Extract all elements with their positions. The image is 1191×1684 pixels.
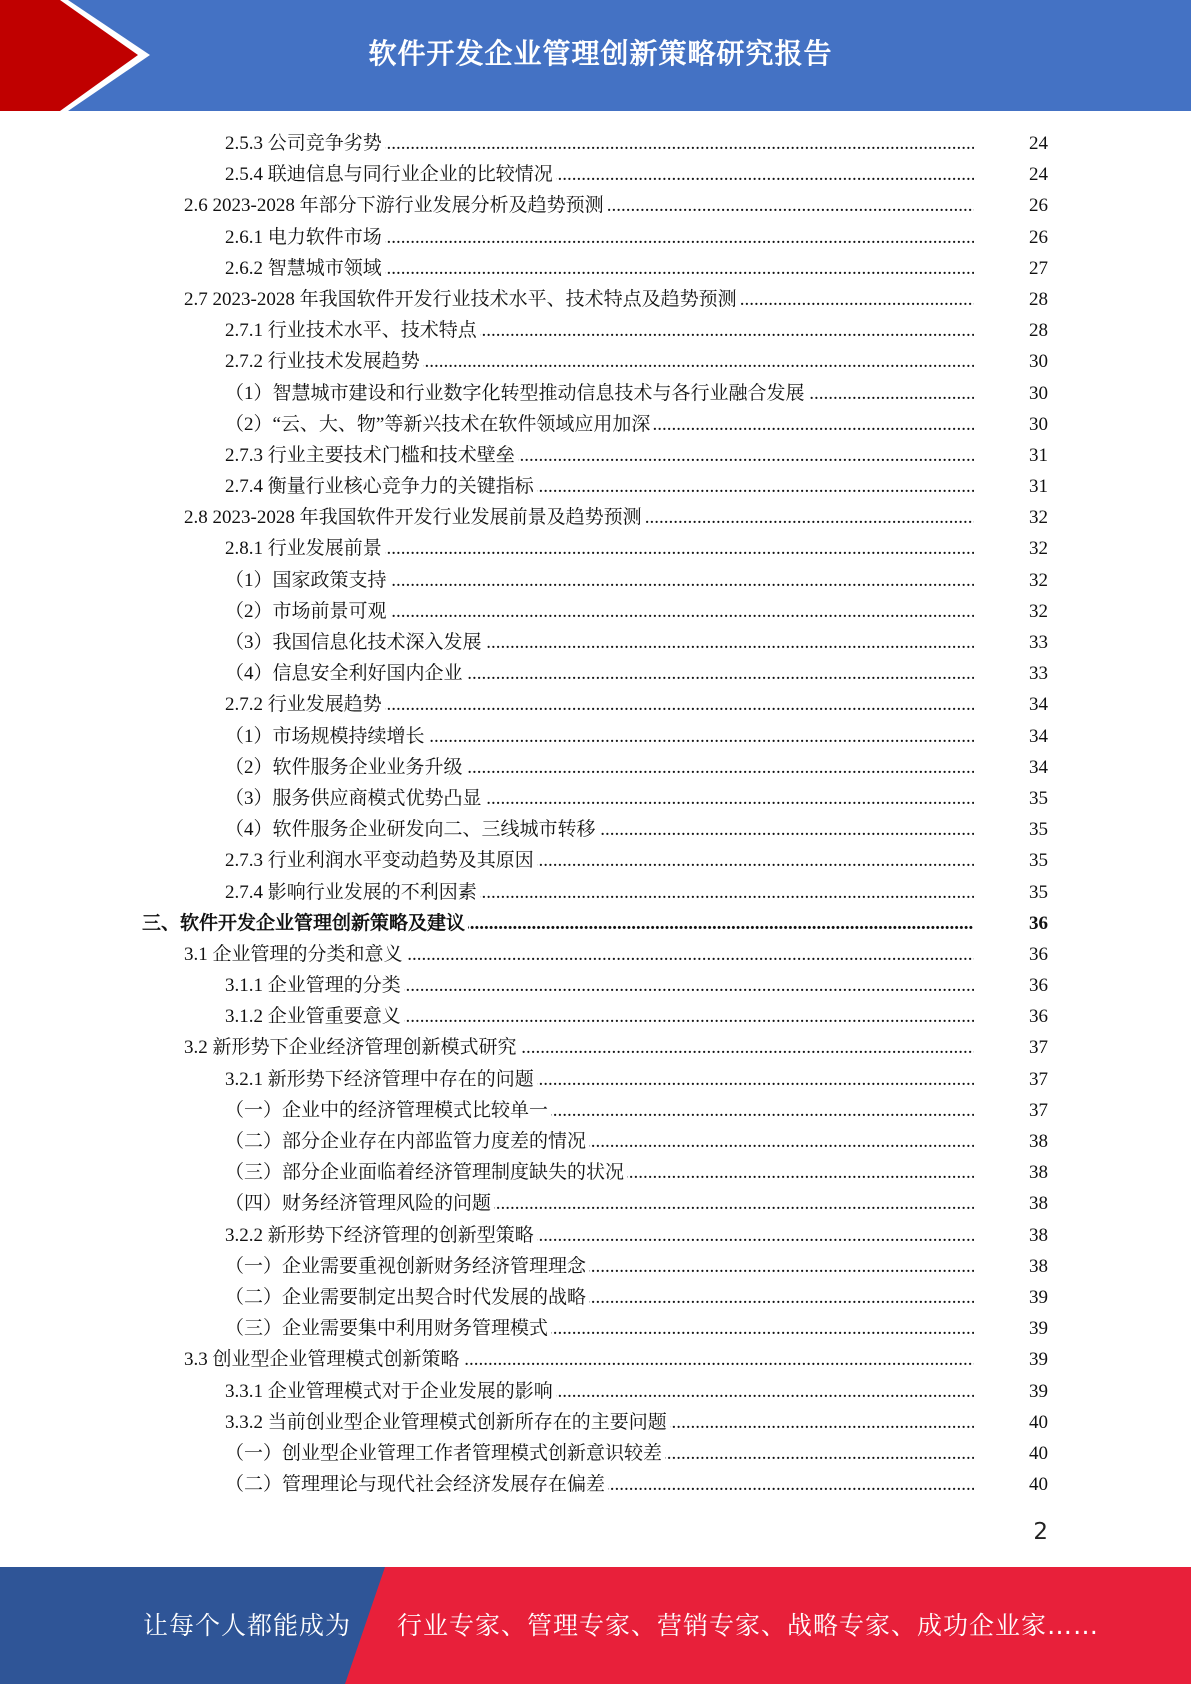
toc-entry-title: （三）部分企业面临着经济管理制度缺失的状况 (225, 1157, 627, 1188)
toc-entry-page: 40 (976, 1438, 1048, 1469)
toc-entry-page: 38 (976, 1251, 1048, 1282)
toc-entry-page: 34 (976, 721, 1048, 752)
toc-entry-page: 36 (976, 939, 1048, 970)
toc-entry-title: 2.7 2023-2028 年我国软件开发行业技术水平、技术特点及趋势预测 (184, 284, 740, 315)
toc-entry-title: （三）企业需要集中利用财务管理模式 (225, 1313, 551, 1344)
toc-entry-page: 28 (976, 284, 1048, 315)
toc-entry[interactable] (0, 939, 1191, 970)
toc-entry-page: 34 (976, 752, 1048, 783)
toc-entry-title: 2.7.3 行业利润水平变动趋势及其原因 (225, 845, 537, 876)
toc-entry-page: 30 (976, 346, 1048, 377)
toc-entry-page: 31 (976, 440, 1048, 471)
toc-entry-title: （3）我国信息化技术深入发展 (225, 627, 485, 658)
toc-entry-title: 2.6 2023-2028 年部分下游行业发展分析及趋势预测 (184, 190, 607, 221)
footer-slogan-left: 让每个人都能成为 (143, 1611, 352, 1640)
toc-entry-page: 33 (976, 627, 1048, 658)
toc-entry-page: 35 (976, 783, 1048, 814)
toc-entry[interactable] (0, 1157, 1191, 1188)
toc-entry-page: 39 (976, 1313, 1048, 1344)
toc-entry-title: 2.6.1 电力软件市场 (225, 222, 385, 253)
toc-entry[interactable] (0, 627, 1191, 658)
footer-banner (0, 1567, 1191, 1684)
toc-entry-title: 2.8 2023-2028 年我国软件开发行业发展前景及趋势预测 (184, 502, 645, 533)
toc-entry[interactable] (0, 845, 1191, 876)
toc-entry-title: （一）企业中的经济管理模式比较单一 (225, 1095, 551, 1126)
toc-entry-page: 38 (976, 1188, 1048, 1219)
footer-slogan-right: 行业专家、管理专家、营销专家、战略专家、成功企业家…… (397, 1611, 1100, 1640)
toc-entry[interactable] (0, 783, 1191, 814)
toc-entry-page: 36 (976, 970, 1048, 1001)
toc-entry[interactable] (0, 721, 1191, 752)
toc-entry[interactable] (0, 970, 1191, 1001)
toc-entry-page: 24 (976, 159, 1048, 190)
toc-entry-page: 31 (976, 471, 1048, 502)
toc-entry-page: 32 (976, 596, 1048, 627)
toc-entry-title: （2）“云、大、物”等新兴技术在软件领域应用加深 (225, 409, 653, 440)
toc-entry-page: 36 (976, 1001, 1048, 1032)
toc-entry[interactable] (0, 658, 1191, 689)
toc-entry-page: 27 (976, 253, 1048, 284)
toc-entry-title: （4）信息安全利好国内企业 (225, 658, 466, 689)
toc-entry[interactable] (0, 378, 1191, 409)
toc-entry[interactable] (0, 752, 1191, 783)
toc-entry-title: 2.7.4 影响行业发展的不利因素 (225, 877, 480, 908)
toc-entry[interactable] (0, 596, 1191, 627)
toc-entry-title: 3.1 企业管理的分类和意义 (184, 939, 406, 970)
toc-entry[interactable] (0, 1376, 1191, 1407)
toc-entry[interactable] (0, 222, 1191, 253)
toc-entry[interactable] (0, 190, 1191, 221)
toc-entry[interactable] (0, 284, 1191, 315)
toc-entry-title: 3.3.2 当前创业型企业管理模式创新所存在的主要问题 (225, 1407, 670, 1438)
toc-entry-title: 3.2.2 新形势下经济管理的创新型策略 (225, 1220, 537, 1251)
toc-entry-page: 36 (976, 908, 1048, 939)
toc-entry-page: 34 (976, 689, 1048, 720)
toc-entry-page: 33 (976, 658, 1048, 689)
toc-entry[interactable] (0, 1188, 1191, 1219)
toc-entry-title: 2.5.4 联迪信息与同行业企业的比较情况 (225, 159, 556, 190)
toc-entry-page: 26 (976, 222, 1048, 253)
toc-entry[interactable] (0, 440, 1191, 471)
toc-entry-page: 39 (976, 1282, 1048, 1313)
toc-entry-title: （四）财务经济管理风险的问题 (225, 1188, 494, 1219)
toc-entry-page: 37 (976, 1095, 1048, 1126)
toc-entry-title: （一）企业需要重视创新财务经济管理理念 (225, 1251, 589, 1282)
toc-entry[interactable] (0, 1469, 1191, 1500)
report-title: 软件开发企业管理创新策略研究报告 (368, 37, 833, 70)
toc-entry[interactable] (0, 1407, 1191, 1438)
toc-entry-title: 2.7.2 行业技术发展趋势 (225, 346, 423, 377)
toc-entry-title: 2.6.2 智慧城市领域 (225, 253, 385, 284)
toc-entry[interactable] (0, 1064, 1191, 1095)
toc-entry-page: 38 (976, 1126, 1048, 1157)
toc-entry[interactable] (0, 1126, 1191, 1157)
toc-entry[interactable] (0, 253, 1191, 284)
toc-entry-title: 2.7.3 行业主要技术门槛和技术壁垒 (225, 440, 518, 471)
toc-entry[interactable] (0, 1344, 1191, 1375)
toc-entry-page: 37 (976, 1064, 1048, 1095)
toc-entry-title: 2.7.4 衡量行业核心竞争力的关键指标 (225, 471, 537, 502)
toc-entry-title: 3.1.1 企业管理的分类 (225, 970, 404, 1001)
toc-entry[interactable] (0, 502, 1191, 533)
toc-entry-page: 40 (976, 1407, 1048, 1438)
toc-entry-page: 35 (976, 877, 1048, 908)
toc-entry-page: 32 (976, 533, 1048, 564)
toc-entry-title: （1）智慧城市建设和行业数字化转型推动信息技术与各行业融合发展 (225, 378, 808, 409)
toc-entry[interactable] (0, 1095, 1191, 1126)
toc-entry-page: 28 (976, 315, 1048, 346)
toc-entry-title: （二）企业需要制定出契合时代发展的战略 (225, 1282, 589, 1313)
toc-entry[interactable] (0, 565, 1191, 596)
toc-entry-title: 3.2.1 新形势下经济管理中存在的问题 (225, 1064, 537, 1095)
toc-entry[interactable] (0, 159, 1191, 190)
toc-entry[interactable] (0, 1251, 1191, 1282)
toc-entry[interactable] (0, 814, 1191, 845)
toc-entry-title: 三、软件开发企业管理创新策略及建议 (142, 908, 468, 939)
toc-entry-page: 39 (976, 1344, 1048, 1375)
toc-entry-title: 3.3 创业型企业管理模式创新策略 (184, 1344, 463, 1375)
toc-entry[interactable] (0, 689, 1191, 720)
toc-entry-title: （一）创业型企业管理工作者管理模式创新意识较差 (225, 1438, 665, 1469)
toc-entry-page: 35 (976, 845, 1048, 876)
toc-entry-page: 39 (976, 1376, 1048, 1407)
toc-entry-page: 35 (976, 814, 1048, 845)
toc-entry-page: 32 (976, 502, 1048, 533)
toc-entry[interactable] (0, 346, 1191, 377)
toc-entry-title: 2.7.1 行业技术水平、技术特点 (225, 315, 480, 346)
toc-entry-title: 2.5.3 公司竞争劣势 (225, 128, 385, 159)
toc-entry-title: 3.3.1 企业管理模式对于企业发展的影响 (225, 1376, 556, 1407)
toc-entry[interactable] (0, 908, 1191, 939)
toc-entry-title: 2.7.2 行业发展趋势 (225, 689, 385, 720)
toc-entry-page: 30 (976, 409, 1048, 440)
toc-entry-title: 2.8.1 行业发展前景 (225, 533, 385, 564)
toc-entry[interactable] (0, 1282, 1191, 1313)
toc-entry-title: （1）国家政策支持 (225, 565, 390, 596)
toc-entry[interactable] (0, 409, 1191, 440)
toc-entry-title: （二）管理理论与现代社会经济发展存在偏差 (225, 1469, 608, 1500)
toc-entry-page: 32 (976, 565, 1048, 596)
toc-entry-title: 3.1.2 企业管重要意义 (225, 1001, 404, 1032)
toc-entry-page: 24 (976, 128, 1048, 159)
toc-entry-page: 38 (976, 1157, 1048, 1188)
toc-entry-title: （二）部分企业存在内部监管力度差的情况 (225, 1126, 589, 1157)
toc-entry-page: 30 (976, 378, 1048, 409)
toc-entry[interactable] (0, 877, 1191, 908)
toc-entry-page: 38 (976, 1220, 1048, 1251)
toc-entry-title: （2）市场前景可观 (225, 596, 390, 627)
toc-entry-page: 40 (976, 1469, 1048, 1500)
toc-entry-title: （1）市场规模持续增长 (225, 721, 428, 752)
toc-entry[interactable] (0, 128, 1191, 159)
toc-entry-title: （4）软件服务企业研发向二、三线城市转移 (225, 814, 599, 845)
toc-entry[interactable] (0, 1220, 1191, 1251)
toc-entry-page: 26 (976, 190, 1048, 221)
toc-entry[interactable] (0, 1032, 1191, 1063)
table-of-contents (0, 128, 1191, 1500)
toc-entry[interactable] (0, 315, 1191, 346)
toc-entry[interactable] (0, 471, 1191, 502)
toc-entry-page: 37 (976, 1032, 1048, 1063)
toc-entry-title: （3）服务供应商模式优势凸显 (225, 783, 485, 814)
toc-entry-title: 3.2 新形势下企业经济管理创新模式研究 (184, 1032, 520, 1063)
report-header (0, 0, 1191, 111)
toc-entry[interactable] (0, 1438, 1191, 1469)
toc-entry-title: （2）软件服务企业业务升级 (225, 752, 466, 783)
toc-entry[interactable] (0, 1001, 1191, 1032)
toc-entry[interactable] (0, 533, 1191, 564)
page-number: 2 (1033, 1519, 1048, 1545)
toc-entry[interactable] (0, 1313, 1191, 1344)
